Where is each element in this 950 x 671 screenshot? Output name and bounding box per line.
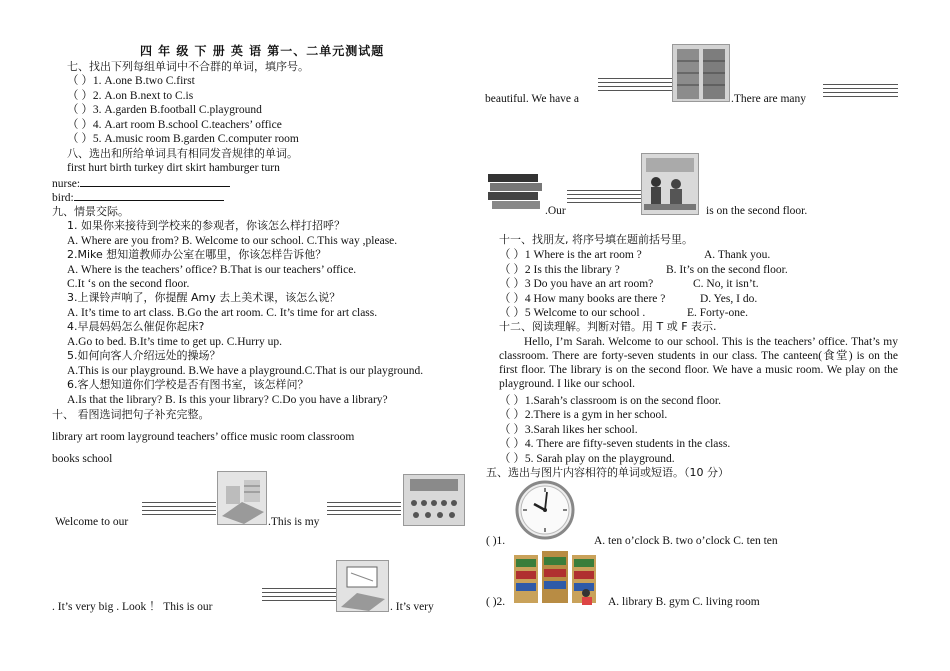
s9-line: A.Go to bed. B.It’s time to get up. C.Hurry up. [67,336,282,348]
q1-number: ( )1. [486,535,506,547]
s11-question: （ ）2 Is this the library ? [499,264,620,276]
s10-text: beautiful. We have a [485,93,580,105]
school-building-image [217,471,267,525]
s10-text: Welcome to our [55,516,129,528]
section-12-heading: 十二、阅读理解。判断对错。用 T 或 F 表示. [499,320,717,333]
s10-word-bank: library art room layground teachers’ office music room classroom [52,431,355,443]
s11-answer: A. Thank you. [704,249,771,261]
s11-question: （ ）5 Welcome to our school . [499,307,646,319]
bird-label: bird: [52,192,74,204]
reading-passage: Hello, I’m Sarah. Welcome to our school. This is the teachers’ office. That’s my classroom. There are forty-seven students in our class. The canteen(食堂) is on the first floor. The library is on the second floor. We have a music room. We play on the playground. I like our school. [499,336,898,390]
section-8-heading: 八、选出和所给单词具有相同发音规律的单词。 [67,147,298,160]
s7-row: （ ）2. A.on B.next to C.is [67,90,194,102]
s9-line: 1. 如果你来接待到学校来的参观者，你该怎么样打招呼？ [67,219,345,232]
s9-line: A.Is that the library? B. Is this your library? C.Do you have a library? [67,394,388,406]
s9-line: 5.如何向客人介绍远处的操场？ [67,349,221,362]
section-11-heading: 十一、找朋友, 将序号填在题前括号里。 [499,233,693,246]
s10-text: .Our [545,205,566,217]
s10-text: .This is my [268,516,320,528]
s7-row: （ ）1. A.one B.two C.first [67,75,195,87]
clock-image [510,480,580,540]
books-image [486,170,544,212]
s12-item: （ ）4. There are fifty-seven students in the class. [499,438,731,450]
q1-options: A. ten o’clock B. two o’clock C. ten ten [594,535,778,547]
answer-blank [823,84,898,100]
s9-line: 3.上课铃声响了，你提醒 Amy 去上美术课，该怎么说？ [67,291,341,304]
s9-line: 2.Mike 想知道教师办公室在哪里，你该怎样告诉他？ [67,248,327,261]
s12-item: （ ）3.Sarah likes her school. [499,424,638,436]
section-9-heading: 九、情景交际。 [52,205,129,218]
s9-line: 6.客人想知道你们学校是否有图书室，该怎样问？ [67,378,309,391]
page-title: 四 年 级 下 册 英 语 第一、二单元测试题 [140,44,385,58]
s12-item: （ ）1.Sarah’s classroom is on the second floor. [499,395,721,407]
answer-blank [598,78,672,94]
s11-question: （ ）1 Where is the art room ? [499,249,642,261]
s8-words: first hurt birth turkey dirt skirt hamburger turn [67,162,280,174]
s10-text: . It’s very big . Look ！ This is our [52,601,213,613]
s11-answer: D. Yes, I do. [700,293,758,305]
classroom-image [403,474,465,526]
section-5-heading: 五、选出与图片内容相符的单词或短语。（10 分） [486,466,729,479]
s11-answer: B. It’s on the second floor. [666,264,788,276]
s9-line: A. Where are you from? B. Welcome to our school. C.This way ,please. [67,235,398,247]
q2-number: ( )2. [486,596,506,608]
library-image [512,549,602,607]
s12-item: （ ）5. Sarah play on the playground. [499,453,675,465]
s9-line: 4.早晨妈妈怎么催促你起床? [67,320,205,333]
answer-blank [262,588,336,604]
s9-line: C.It ‘s on the second floor. [67,278,190,290]
answer-blank [142,502,216,518]
s11-question: （ ）4 How many books are there ? [499,293,666,305]
s11-answer: C. No, it isn’t. [693,278,759,290]
art-room-image [336,560,389,612]
section-10-heading: 十、 看图选词把句子补充完整。 [52,408,210,421]
s12-item: （ ）2.There is a gym in her school. [499,409,668,421]
answer-blank [327,502,401,518]
s10-word-bank: books school [52,453,113,465]
answer-blank [567,190,641,206]
nurse-answer-line [52,176,230,191]
teachers-office-image [641,153,699,215]
s7-row: （ ）5. A.music room B.garden C.computer room [67,133,299,145]
s9-line: A.This is our playground. B.We have a playground.C.That is our playground. [67,365,424,377]
q2-options: A. library B. gym C. living room [608,596,760,608]
s10-text: is on the second floor. [706,205,808,217]
s9-line: A. Where is the teachers’ office? B.That is our teachers’ office. [67,264,357,276]
library-shelves-image [672,44,730,102]
nurse-label: nurse: [52,178,81,190]
s11-question: （ ）3 Do you have an art room? [499,278,654,290]
s9-line: A. It’s time to art class. B.Go the art room. C. It’s time for art class. [67,307,378,319]
s11-answer: E. Forty-one. [687,307,749,319]
s7-row: （ ）3. A.garden B.football C.playground [67,104,262,116]
s10-text: .There are many [731,93,807,105]
s7-row: （ ）4. A.art room B.school C.teachers’ office [67,119,282,131]
bird-answer-line [52,190,224,205]
s10-text: . It’s very [390,601,434,613]
section-7-heading: 七、找出下列每组单词中不合群的单词，填序号。 [67,60,309,73]
